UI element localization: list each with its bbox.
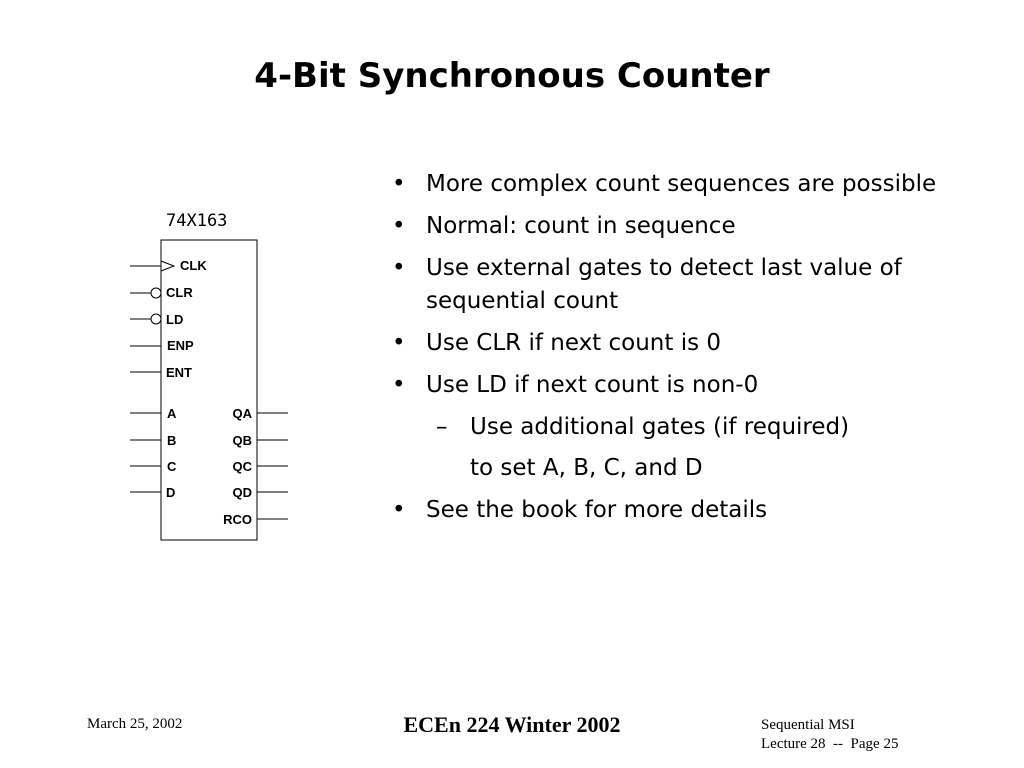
chip-name: 74X163 (166, 211, 228, 231)
bullet-icon: • (392, 330, 406, 356)
counter-chip-diagram (0, 0, 360, 560)
bullet-icon: • (392, 372, 406, 398)
bullet-text: Use CLR if next count is 0 (426, 330, 722, 356)
bullet-text: Use LD if next count is non-0 (426, 372, 759, 398)
sub-bullet-list (426, 411, 992, 485)
sub-bullet-text: Use additional gates (if required) (470, 414, 850, 440)
footer-course: ECEn 224 Winter 2002 (403, 712, 621, 737)
footer-topic: Sequential MSI (761, 717, 855, 733)
bullet-item (392, 210, 992, 243)
pin-label-clk: CLK (180, 258, 207, 273)
clock-triangle-icon (161, 261, 174, 271)
bullet-icon: • (392, 171, 406, 197)
bullet-item (392, 494, 992, 527)
bullet-item (392, 369, 992, 485)
bullet-text: Normal: count in sequence (426, 213, 736, 239)
pin-label-c: C (167, 459, 177, 474)
bullet-icon: • (392, 497, 406, 523)
sub-bullet-text: to set A, B, C, and D (470, 455, 703, 481)
pin-label-qb: QB (232, 433, 252, 448)
bullet-text: Use external gates to detect last value of sequential count (426, 255, 902, 314)
footer-date: March 25, 2002 (87, 716, 183, 732)
pin-label-qc: QC (232, 459, 252, 474)
pin-label-qa: QA (232, 406, 252, 421)
bullet-text: More complex count sequences are possible (426, 171, 937, 197)
pin-label-rco: RCO (223, 512, 252, 527)
pin-label-b: B (167, 433, 177, 448)
pin-label-ld: LD (166, 312, 184, 327)
slide-title: 4-Bit Synchronous Counter (254, 56, 770, 96)
sub-bullet-item (426, 411, 992, 444)
dash-icon: – (436, 414, 448, 440)
sub-bullet-item (426, 452, 992, 485)
pin-label-qd: QD (232, 485, 252, 500)
bullet-text: See the book for more details (426, 497, 768, 523)
pin-label-enp: ENP (167, 338, 194, 353)
pin-label-ent: ENT (166, 365, 192, 380)
footer-page-info (761, 716, 898, 754)
bullet-icon: • (392, 213, 406, 239)
bullet-item (392, 252, 992, 318)
pin-label-d: D (166, 485, 176, 500)
pin-label-clr: CLR (166, 285, 193, 300)
pin-label-a: A (167, 406, 177, 421)
bullet-item (392, 168, 992, 201)
inversion-bubble-icon (151, 314, 161, 324)
inversion-bubble-icon (151, 288, 161, 298)
bullet-item (392, 327, 992, 360)
bullet-list (392, 168, 992, 536)
footer-page: Lecture 28 -- Page 25 (761, 736, 899, 752)
bullet-icon: • (392, 255, 406, 281)
